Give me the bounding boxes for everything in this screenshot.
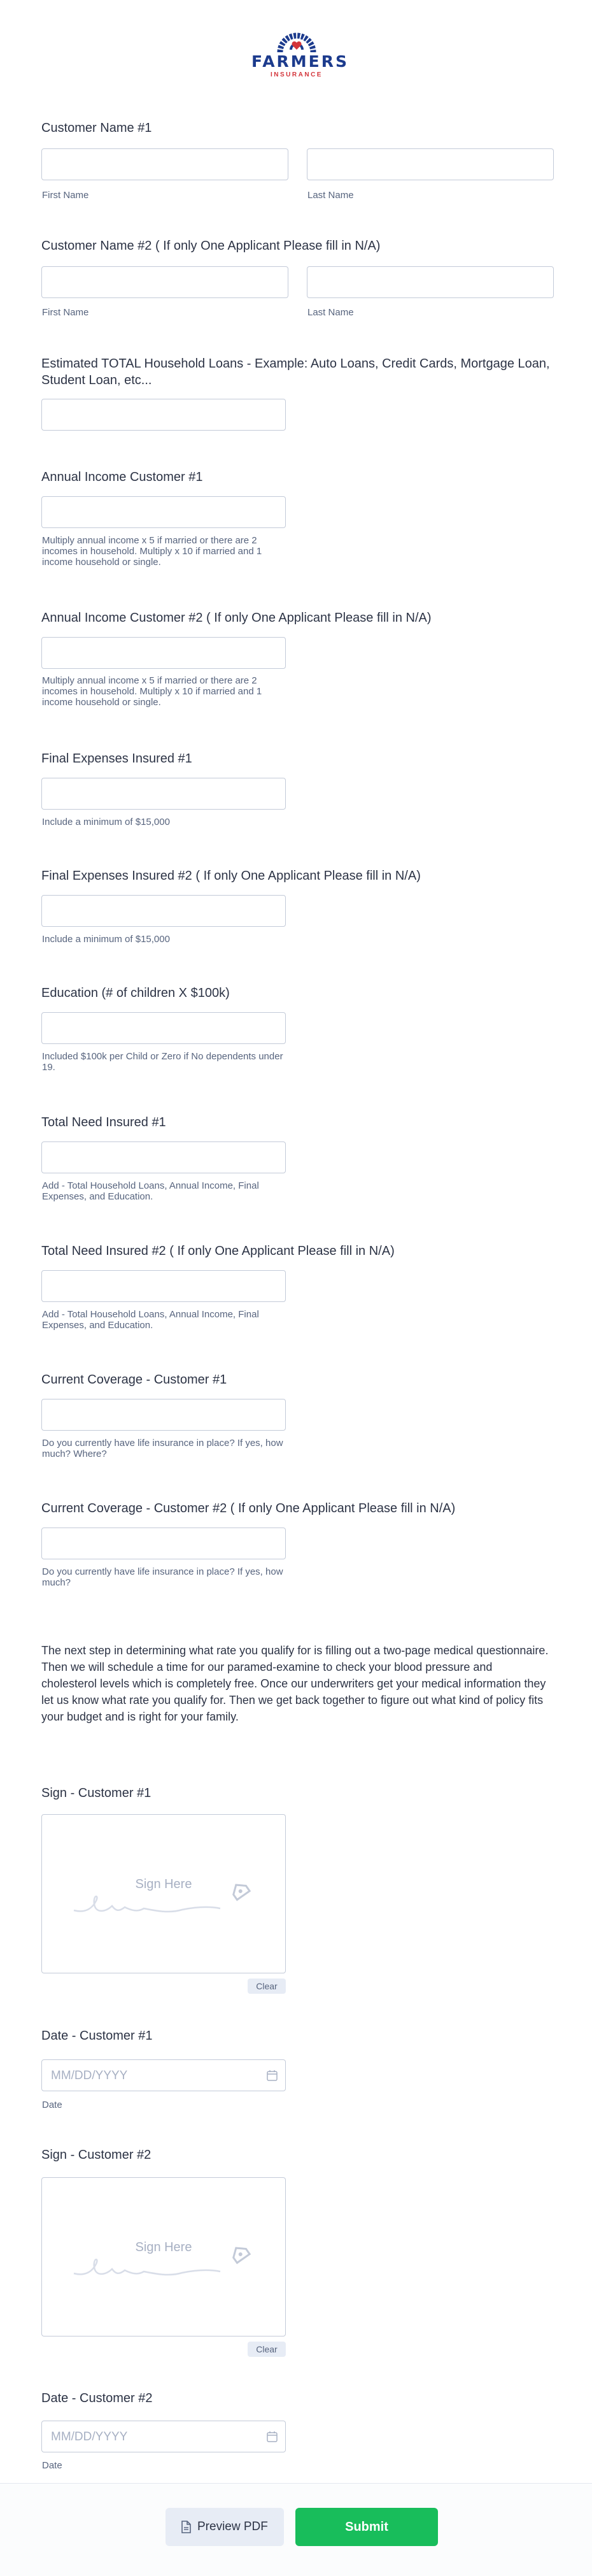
date-customer-2-input[interactable]	[41, 2421, 286, 2452]
date-customer-2-label: Date - Customer #2	[41, 2391, 153, 2405]
signature-pad-1[interactable]	[41, 1814, 286, 1973]
final-expenses-1-input[interactable]	[41, 778, 286, 810]
form-footer	[0, 2483, 592, 2576]
annual-income-1-help: Multiply annual income x 5 if married or there are 2 incomes in household. Multiply x 10 if married and 1 income household or single.	[42, 535, 262, 568]
total-need-2-input[interactable]	[41, 1270, 286, 1302]
form-header	[0, 0, 592, 96]
signature-scribble-icon	[67, 2245, 258, 2283]
current-coverage-2-label: Current Coverage - Customer #2 ( If only One Applicant Please fill in N/A)	[41, 1501, 456, 1515]
date-sublabel: Date	[42, 2100, 62, 2110]
total-need-1-input[interactable]	[41, 1141, 286, 1173]
annual-income-2-label: Annual Income Customer #2 ( If only One Applicant Please fill in N/A)	[41, 611, 432, 625]
signature-scribble-icon	[67, 1882, 258, 1920]
total-need-2-label: Total Need Insured #2 ( If only One Applicant Please fill in N/A)	[41, 1244, 395, 1258]
current-coverage-2-help: Do you currently have life insurance in place? If yes, how much?	[42, 1566, 283, 1588]
preview-pdf-label: Preview PDF	[197, 2520, 268, 2533]
total-need-1-help: Add - Total Household Loans, Annual Income, Final Expenses, and Education.	[42, 1180, 259, 1202]
household-loans-label: Estimated TOTAL Household Loans - Example: Auto Loans, Credit Cards, Mortgage Loan, Student Loan, etc...	[41, 357, 550, 387]
farmers-logo	[251, 31, 349, 83]
first-name-sublabel: First Name	[42, 307, 89, 318]
logo-subtitle: INSURANCE	[271, 71, 323, 78]
logo-wordmark: FARMERS	[251, 52, 349, 71]
current-coverage-2-input[interactable]	[41, 1528, 286, 1559]
date-placeholder: MM/DD/YYYY	[51, 2430, 128, 2444]
sign-here-placeholder: Sign Here	[135, 1877, 192, 1891]
sign-customer-1-label: Sign - Customer #1	[41, 1786, 152, 1800]
calendar-icon[interactable]	[267, 2070, 278, 2081]
last-name-sublabel: Last Name	[307, 190, 354, 201]
final-expenses-2-label: Final Expenses Insured #2 ( If only One Applicant Please fill in N/A)	[41, 869, 421, 883]
date-customer-1-label: Date - Customer #1	[41, 2029, 153, 2043]
education-label: Education (# of children X $100k)	[41, 986, 230, 1000]
date-customer-1-input[interactable]	[41, 2059, 286, 2091]
customer-name-2-label: Customer Name #2 ( If only One Applicant Please fill in N/A)	[41, 239, 381, 253]
annual-income-2-help: Multiply annual income x 5 if married or there are 2 incomes in household. Multiply x 10 if married and 1 income household or single.	[42, 675, 262, 708]
customer-name-1-label: Customer Name #1	[41, 121, 152, 135]
customer-2-last-name-input[interactable]	[307, 266, 554, 298]
clear-signature-1-button[interactable]: Clear	[248, 1979, 286, 1994]
logo-emblem-icon	[251, 31, 342, 54]
annual-income-1-label: Annual Income Customer #1	[41, 470, 203, 484]
first-name-sublabel: First Name	[42, 190, 89, 201]
customer-1-last-name-input[interactable]	[307, 148, 554, 180]
submit-button[interactable]: Submit	[295, 2508, 438, 2546]
next-step-paragraph: The next step in determining what rate you qualify for is filling out a two-page medical questionnaire. Then we will schedule a time for our paramed-examine to check your blood pressure and cholesterol levels which is completely free. Once our underwriters get your medical information they let us know what rate you qualify for. Then we get back together to figure out what kind of policy fits your budget and is right for your family.	[41, 1644, 549, 1723]
clear-signature-2-button[interactable]: Clear	[248, 2342, 286, 2357]
customer-1-first-name-input[interactable]	[41, 148, 288, 180]
total-need-2-help: Add - Total Household Loans, Annual Income, Final Expenses, and Education.	[42, 1309, 259, 1331]
education-input[interactable]	[41, 1012, 286, 1044]
customer-2-first-name-input[interactable]	[41, 266, 288, 298]
annual-income-1-input[interactable]	[41, 496, 286, 528]
education-help: Included $100k per Child or Zero if No dependents under 19.	[42, 1051, 283, 1073]
final-expenses-1-label: Final Expenses Insured #1	[41, 752, 192, 766]
last-name-sublabel: Last Name	[307, 307, 354, 318]
sign-customer-2-label: Sign - Customer #2	[41, 2148, 152, 2162]
final-expenses-2-input[interactable]	[41, 895, 286, 927]
final-expenses-1-help: Include a minimum of $15,000	[42, 817, 170, 827]
current-coverage-1-input[interactable]	[41, 1399, 286, 1431]
current-coverage-1-label: Current Coverage - Customer #1	[41, 1373, 227, 1387]
current-coverage-1-help: Do you currently have life insurance in place? If yes, how much? Where?	[42, 1438, 283, 1459]
preview-pdf-button[interactable]	[166, 2508, 284, 2546]
signature-pad-2[interactable]	[41, 2177, 286, 2336]
annual-income-2-input[interactable]	[41, 637, 286, 669]
document-icon	[181, 2521, 191, 2533]
calendar-icon[interactable]	[267, 2431, 278, 2442]
household-loans-input[interactable]	[41, 399, 286, 431]
date-placeholder: MM/DD/YYYY	[51, 2069, 128, 2082]
sign-here-placeholder: Sign Here	[135, 2240, 192, 2254]
final-expenses-2-help: Include a minimum of $15,000	[42, 934, 170, 945]
date-sublabel: Date	[42, 2460, 62, 2471]
total-need-1-label: Total Need Insured #1	[41, 1115, 166, 1129]
